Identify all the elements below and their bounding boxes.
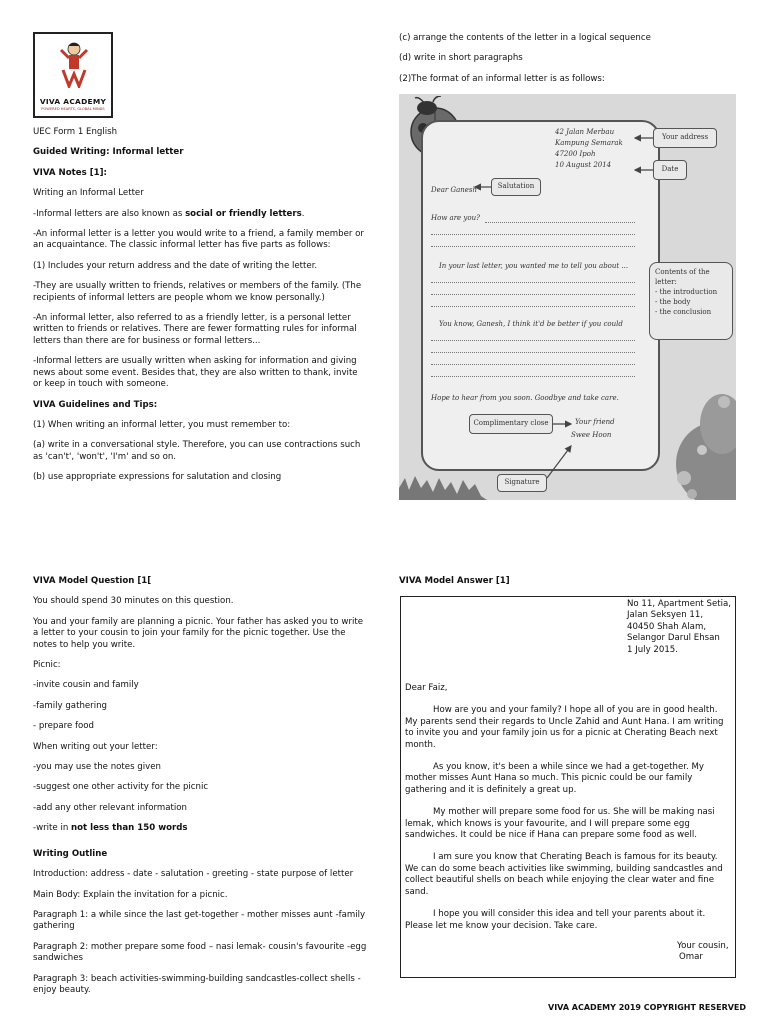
logo-tagline: POWERED HEARTS, GLOBAL MINDS [41, 107, 105, 111]
greeting-line: How are you? [431, 214, 480, 222]
mascot-icon [57, 40, 91, 88]
answer-heading: VIVA Model Answer [1] [399, 576, 510, 586]
notes-paragraph: -They are usually written to friends, relatives or members of the family. (The recipients of informal letters are people whom we know personally.) [33, 281, 362, 303]
question-text: You and your family are planning a picnic. Your father has asked you to write a letter to your cousin to join your family for the picnic together. Use the notes to help you write. [33, 616, 364, 650]
format-intro: (2)The format of an informal letter is as follows: [399, 73, 605, 84]
question-heading: VIVA Model Question [1[ [33, 576, 152, 586]
logo-name: VIVA ACADEMY [39, 97, 107, 106]
date-label: Date [653, 160, 687, 180]
body-line: In your last letter, you wanted me to tell you about ... [439, 262, 629, 270]
instruction-item: -suggest one other activity for the picnic [33, 782, 209, 793]
outline-item: Paragraph 1: a while since the last get-together - mother misses aunt -family gathering [33, 909, 366, 932]
address-line: 1 July 2015. [627, 644, 678, 655]
arrows-layer [399, 94, 736, 500]
model-question-section [33, 576, 368, 1005]
note-item: -invite cousin and family [33, 680, 139, 691]
guideline-item: (c) arrange the contents of the letter in a logical sequence [399, 33, 651, 43]
complimentary-close-label: Complimentary close [469, 414, 553, 434]
answer-paragraph: As you know, it's been a while since we had a get-together. My mother misses Aunt Hana so much. This picnic could be our family gathering and it is definitely a great up. [405, 762, 704, 795]
sender-name: Omar [679, 952, 703, 963]
model-answer-box [400, 596, 736, 978]
answer-address [627, 599, 731, 656]
address-line: 40450 Shah Alam, [627, 621, 707, 632]
salutation-label: Salutation [491, 178, 541, 196]
address-line: 42 Jalan Merbau [555, 128, 615, 136]
contents-line: - the conclusion [655, 308, 712, 316]
course-title: UEC Form 1 English [33, 127, 118, 137]
notes-section [33, 127, 368, 493]
guideline-item: (a) write in a conversational style. Therefore, you can use contractions such as 'can't', 'won't', 'I'm' and so on. [33, 440, 361, 462]
notes-paragraph: -An informal letter is a letter you would write to a friend, a family member or an acquaintance. The classic informal letter has five parts as follows: [33, 229, 364, 251]
answer-paragraph: I am sure you know that Cherating Beach is famous for its beauty. We can do some beach activities like swimming, building sandcastles and collect beautiful shells on beach while enjoying the clear water and fine sand. [405, 852, 723, 897]
outline-item: Paragraph 2: mother prepare some food – nasi lemak- cousin's favourite -egg sandwiches [33, 941, 367, 964]
answer-paragraph: How are you and your family? I hope all of you are in good health. My parents send their regards to Uncle Zahid and Aunt Hana. I am writing to invite you and your family join us for a picnic at Cherating Beach next month. [405, 705, 724, 750]
signature-label: Signature [497, 474, 547, 492]
instruction-item: -add any other relevant information [33, 802, 187, 813]
viva-academy-logo [33, 32, 113, 118]
answer-paragraph: My mother will prepare some food for us. She will be making nasi lemak, which knows is your favourite, and I will prepare some egg sandwiches. It could be nice if Hana can prepare some food as well. [405, 807, 715, 841]
letter-format-figure [399, 94, 736, 500]
your-friend-line: Your friend [575, 418, 615, 426]
address-line: Selangor Darul Ehsan [627, 633, 720, 644]
instruction-item: -you may use the notes given [33, 762, 161, 773]
contents-line: - the introduction [655, 288, 718, 296]
closing-line: Your cousin, [677, 941, 729, 951]
topic-heading: Guided Writing: Informal letter [33, 147, 184, 158]
note-item: -family gathering [33, 700, 108, 711]
outline-item: Paragraph 3: beach activities-swimming-building sandcastles-collect shells - enjoy beauty. [33, 973, 361, 995]
notes-subheading: Writing an Informal Letter [33, 188, 144, 199]
notes-paragraph: -Informal letters are usually written when asking for information and giving news about some event. Besides that, they are also written to thank, invite or keep in touch with someone. [33, 356, 358, 390]
question-text: You should spend 30 minutes on this question. [33, 596, 234, 607]
address-line: No 11, Apartment Setia, [627, 599, 732, 609]
picnic-label: Picnic: [33, 660, 61, 671]
address-line: 47200 Ipoh [555, 150, 596, 158]
contents-line: Contents of the [655, 268, 710, 276]
notes-heading: VIVA Notes [1]: [33, 167, 107, 178]
answer-paragraph: I hope you will consider this idea and tell your parents about it. Please let me know your decision. Take care. [405, 909, 706, 931]
contents-line: letter: [655, 278, 677, 286]
instruction-item: -write in not less than 150 words [33, 823, 188, 834]
guideline-item: (d) write in short paragraphs [399, 53, 523, 64]
guideline-item: (b) use appropriate expressions for salutation and closing [33, 472, 282, 483]
your-address-label: Your address [653, 128, 717, 148]
salutation-line: Dear Ganesh [431, 186, 478, 194]
outline-item: Introduction: address - date - salutation - greeting - state purpose of letter [33, 869, 354, 880]
notes-paragraph: -Informal letters are also known as social or friendly letters. [33, 208, 305, 219]
signature-name: Swee Hoon [571, 431, 612, 439]
guideline-item: (1) When writing an informal letter, you must remember to: [33, 419, 291, 430]
notes-paragraph: (1) Includes your return address and the date of writing the letter. [33, 260, 318, 271]
date-line: 10 August 2014 [555, 161, 612, 169]
notes-paragraph: -An informal letter, also referred to as a friendly letter, is a personal letter written to friends or relatives. There are fewer formatting rules for informal letters than there are for business or formal letters... [33, 313, 357, 346]
address-line: Kampung Semarak [555, 139, 623, 147]
answer-closing [677, 941, 729, 964]
answer-body [405, 683, 731, 932]
address-line: Jalan Seksyen 11, [627, 610, 704, 621]
note-item: - prepare food [33, 721, 94, 732]
instructions-label: When writing out your letter: [33, 741, 158, 752]
answer-salutation: Dear Faiz, [405, 683, 448, 693]
contents-line: - the body [655, 298, 691, 306]
outline-item: Main Body: Explain the invitation for a picnic. [33, 889, 228, 900]
copyright-footer: VIVA ACADEMY 2019 COPYRIGHT RESERVED [548, 1003, 747, 1012]
format-intro-section [399, 33, 739, 94]
guidelines-heading: VIVA Guidelines and Tips: [33, 399, 158, 410]
outline-heading: Writing Outline [33, 848, 108, 859]
body-line: You know, Ganesh, I think it'd be better if you could [439, 320, 623, 328]
closing-line: Hope to hear from you soon. Goodbye and take care. [431, 394, 619, 402]
